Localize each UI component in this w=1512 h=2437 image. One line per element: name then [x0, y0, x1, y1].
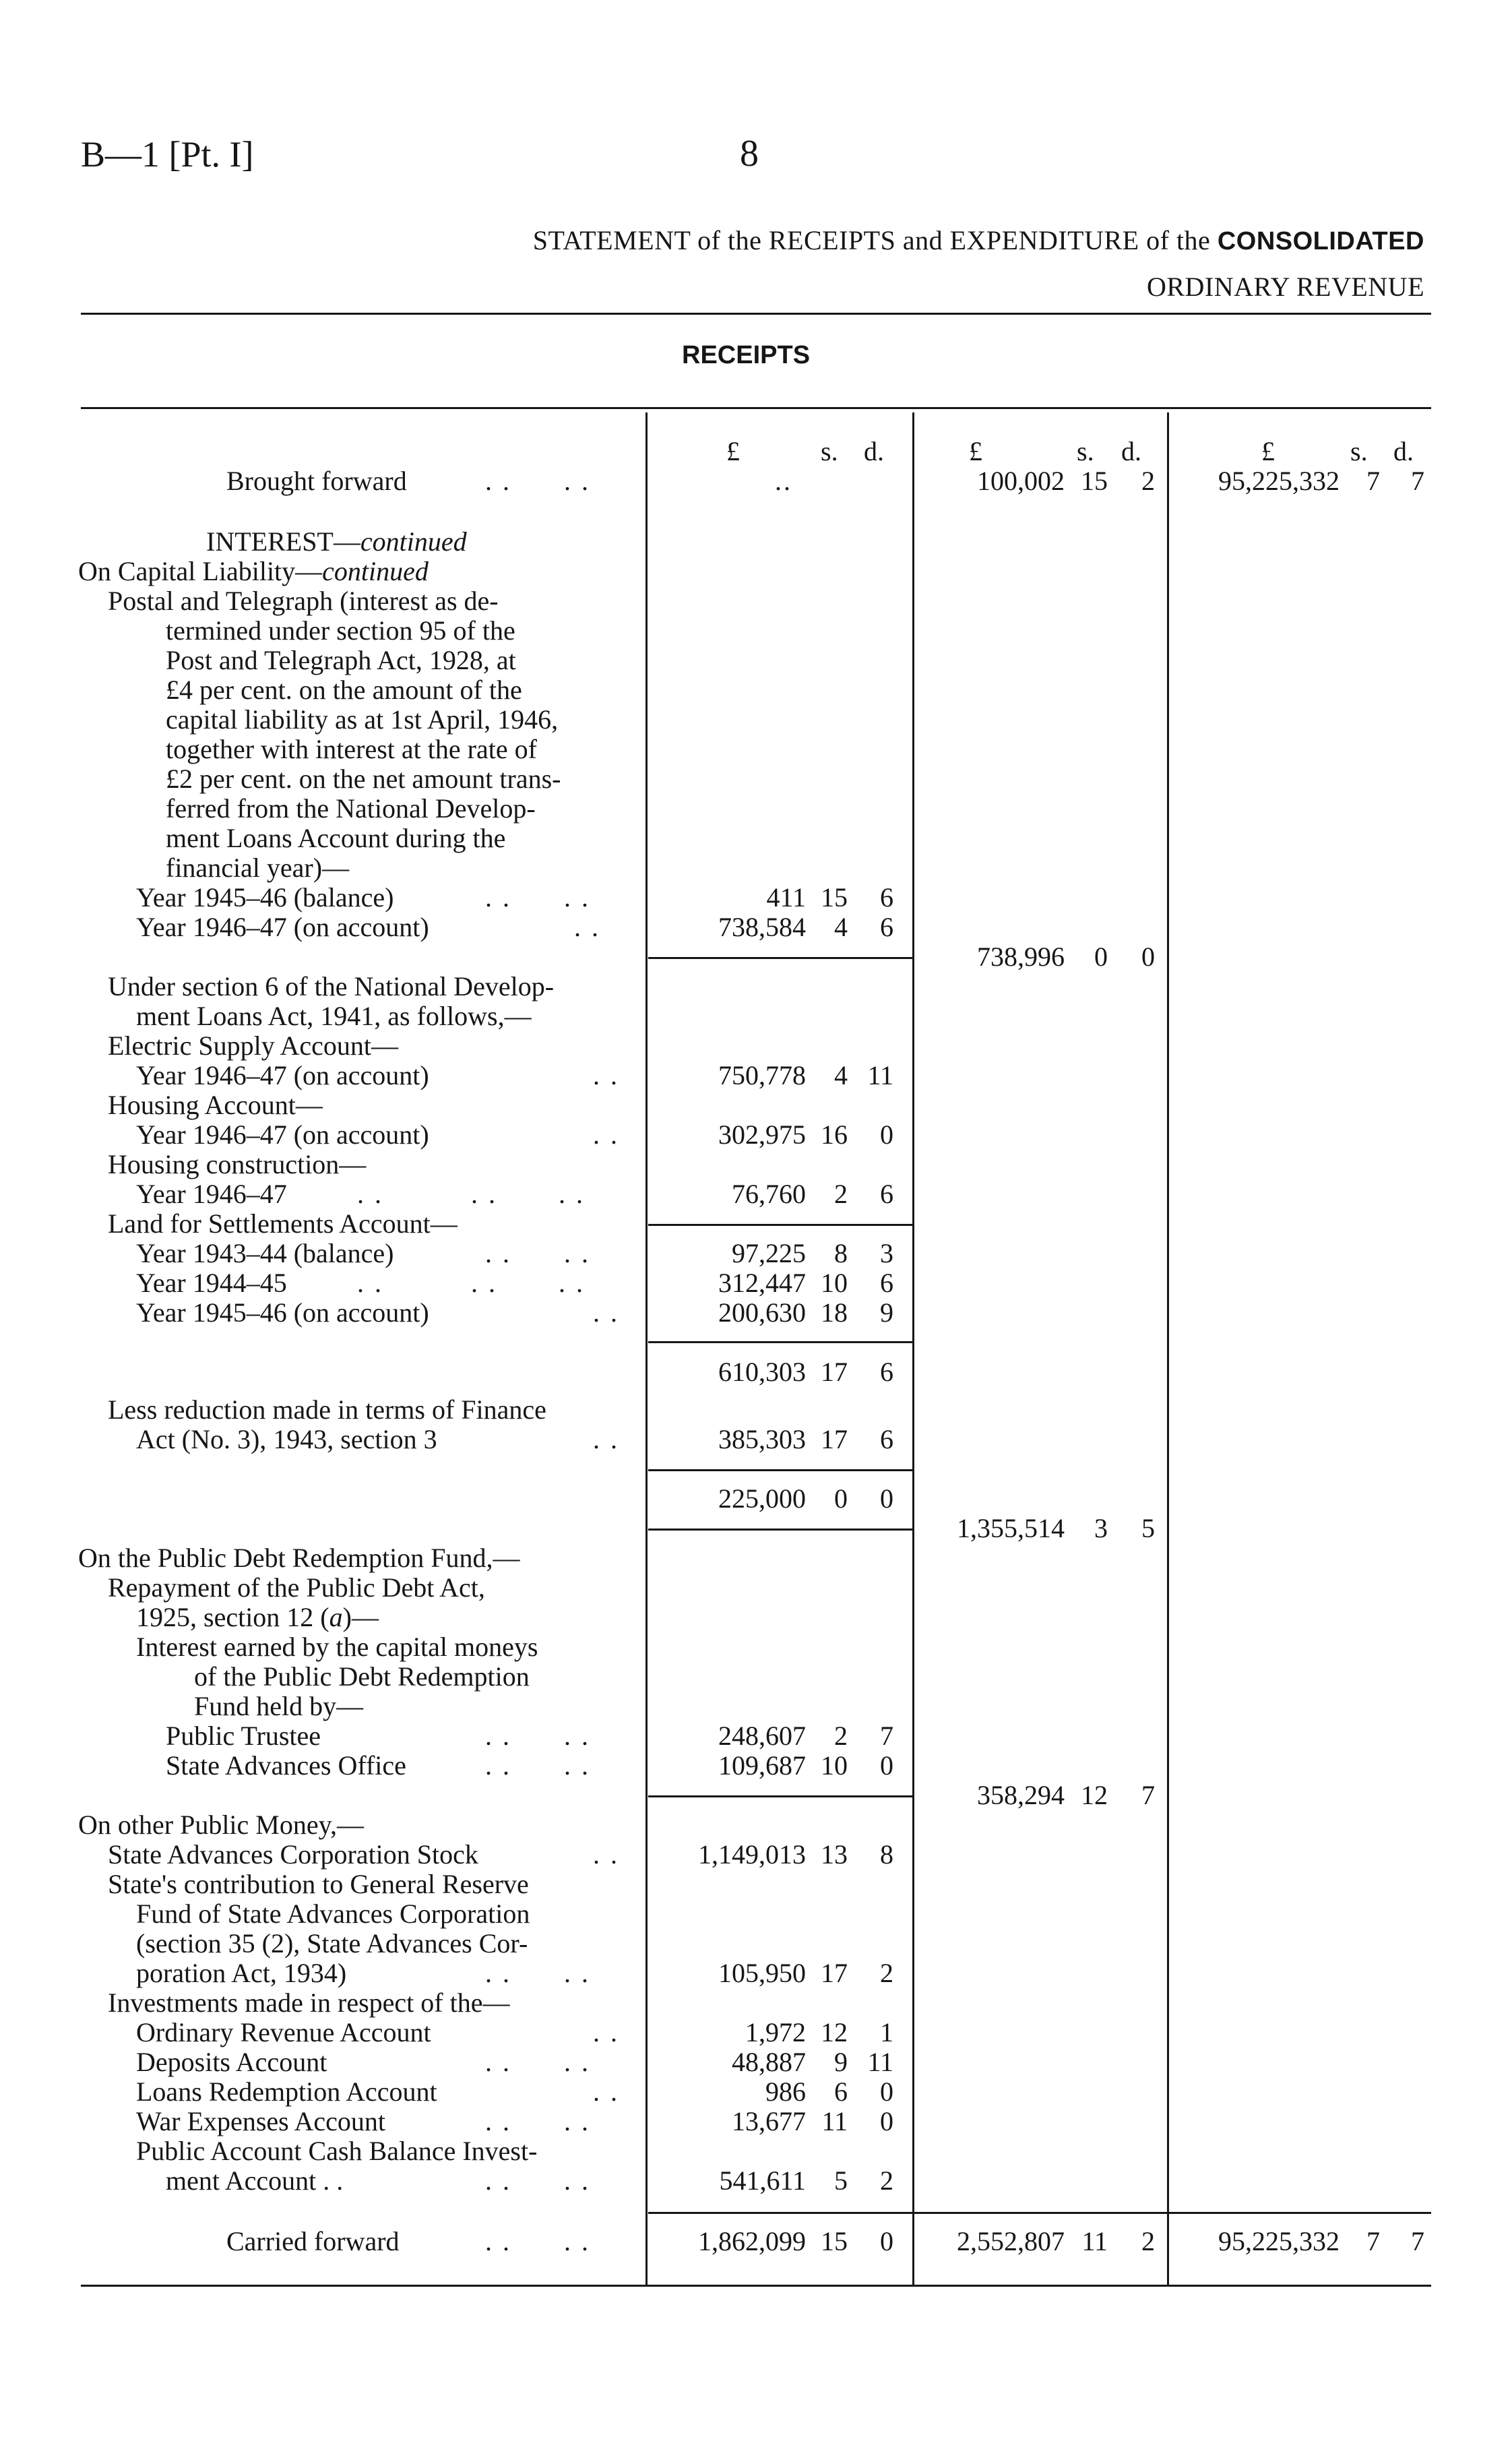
land-heading: Land for Settlements Account— — [108, 1208, 458, 1239]
land-year-1-pence: 3 — [880, 1238, 893, 1268]
ndl-sum-rule — [648, 1529, 912, 1531]
postal-year-1-pounds: 411 — [766, 882, 806, 913]
postal-year-1-label: Year 1945–46 (balance) — [136, 882, 394, 913]
postal-sum-rule — [648, 957, 912, 959]
col3-shilling-header: s. — [1350, 436, 1368, 466]
electric-heading: Electric Supply Account— — [108, 1030, 399, 1061]
investment-deposits-shillings: 9 — [834, 2047, 848, 2077]
land-net-pounds: 225,000 — [718, 1483, 806, 1514]
postal-year-2-pounds: 738,584 — [718, 912, 806, 942]
less-reduction-line-2: Act (No. 3), 1943, section 3 — [136, 1424, 437, 1454]
pdrf-total-pence: 7 — [1141, 1780, 1155, 1810]
leader-dots: . . . . — [485, 2226, 590, 2256]
land-year-2-shillings: 10 — [821, 1268, 848, 1298]
postal-total-pounds: 738,996 — [977, 942, 1065, 972]
column-divider-3 — [1167, 412, 1169, 2285]
brought-forward-col3-shillings: 7 — [1366, 466, 1380, 496]
investment-loans-shillings: 6 — [834, 2076, 848, 2107]
state-advances-office-shillings: 10 — [821, 1750, 848, 1781]
housing-pounds: 302,975 — [718, 1119, 806, 1150]
pdrf-line-5: Fund held by— — [194, 1691, 364, 1721]
public-trustee-pounds: 248,607 — [718, 1721, 806, 1751]
land-year-2-label: Year 1944–45 — [136, 1268, 287, 1298]
pdrf-heading: On the Public Debt Redemption Fund,— — [78, 1543, 520, 1573]
interest-heading-continued: continued — [360, 526, 467, 557]
housing-heading: Housing Account— — [108, 1090, 323, 1120]
investment-ordinary-label: Ordinary Revenue Account — [136, 2017, 431, 2047]
ndl-total-pounds: 1,355,514 — [957, 1513, 1065, 1543]
electric-pounds: 750,778 — [718, 1060, 806, 1090]
pdrf-total-pounds: 358,294 — [977, 1780, 1065, 1810]
postal-line-5: capital liability as at 1st April, 1946, — [166, 704, 559, 735]
housing-construction-shillings: 2 — [834, 1179, 848, 1209]
land-year-1-label: Year 1943–44 (balance) — [136, 1238, 394, 1268]
cash-balance-pounds: 541,611 — [719, 2165, 806, 2196]
postal-line-6: together with interest at the rate of — [166, 734, 537, 764]
stock-pence: 8 — [880, 1839, 893, 1870]
leader-dots: . . — [593, 1424, 619, 1454]
investment-war-pence: 0 — [880, 2106, 893, 2136]
contribution-line-4: poration Act, 1934) — [136, 1958, 347, 1988]
investment-loans-pounds: 986 — [765, 2076, 806, 2107]
postal-line-2: termined under section 95 of the — [166, 615, 515, 646]
interest-heading — [206, 527, 467, 557]
land-subtotal-rule — [648, 1341, 912, 1343]
capital-liability-continued: continued — [322, 556, 429, 586]
contribution-shillings: 17 — [821, 1958, 848, 1988]
carried-forward-col2-shillings: 11 — [1081, 2226, 1108, 2256]
less-reduction-shillings: 17 — [821, 1424, 848, 1454]
statement-title — [533, 224, 1424, 256]
land-subtotal-pounds: 610,303 — [718, 1357, 806, 1387]
land-rule — [648, 1224, 912, 1226]
land-year-3-pounds: 200,630 — [718, 1297, 806, 1328]
contribution-pence: 2 — [880, 1958, 893, 1988]
housing-construction-pounds: 76,760 — [732, 1179, 806, 1209]
housing-construction-year-label: Year 1946–47 — [136, 1179, 287, 1209]
carried-forward-col2-pence: 2 — [1141, 2226, 1155, 2256]
column-divider-2 — [912, 412, 914, 2285]
postal-year-2-shillings: 4 — [834, 912, 848, 942]
housing-year-label: Year 1946–47 (on account) — [136, 1119, 429, 1150]
investment-ordinary-pence: 1 — [880, 2017, 893, 2047]
leader-dots: . . . . — [485, 2106, 590, 2136]
col2-pence-header: d. — [1121, 436, 1141, 466]
investment-ordinary-shillings: 12 — [821, 2017, 848, 2047]
ndl-total-pence: 5 — [1141, 1513, 1155, 1543]
leader-dots: . . . . — [485, 1958, 590, 1988]
electric-year-label: Year 1946–47 (on account) — [136, 1060, 429, 1090]
land-year-1-shillings: 8 — [834, 1238, 848, 1268]
postal-line-1: Postal and Telegraph (interest as de- — [108, 586, 499, 616]
land-subtotal-pence: 6 — [880, 1357, 893, 1387]
brought-forward-col1: .. — [775, 466, 792, 496]
capital-liability-heading — [78, 557, 429, 586]
public-trustee-label: Public Trustee — [166, 1721, 321, 1751]
postal-year-1-pence: 6 — [880, 882, 893, 913]
investments-heading: Investments made in respect of the— — [108, 1987, 510, 2018]
leader-dots: . . . . — [485, 2047, 590, 2077]
stock-pounds: 1,149,013 — [698, 1839, 806, 1870]
carried-forward-col1-shillings: 15 — [821, 2226, 848, 2256]
investment-war-label: War Expenses Account — [136, 2106, 385, 2136]
leader-dots: . . — [593, 2017, 619, 2047]
less-reduction-pounds: 385,303 — [718, 1424, 806, 1454]
column-divider-1 — [645, 412, 648, 2285]
land-net-pence: 0 — [880, 1483, 893, 1514]
pdrf-sum-rule — [648, 1795, 912, 1797]
public-trustee-pence: 7 — [880, 1721, 893, 1751]
leader-dots: . . — [593, 1839, 619, 1870]
investment-war-pounds: 13,677 — [732, 2106, 806, 2136]
postal-line-7: £2 per cent. on the net amount trans- — [166, 764, 561, 794]
leader-dots: . . . . — [485, 2165, 590, 2196]
carried-forward-col1-pence: 0 — [880, 2226, 893, 2256]
leader-dots: . . . . — [485, 1750, 590, 1781]
section-heading: RECEIPTS — [682, 341, 811, 369]
investment-deposits-label: Deposits Account — [136, 2047, 327, 2077]
statement-subtitle: ORDINARY REVENUE — [1146, 272, 1424, 302]
state-advances-office-label: State Advances Office — [166, 1750, 406, 1781]
brought-forward-col2-pence: 2 — [1141, 466, 1155, 496]
housing-construction-heading: Housing construction— — [108, 1149, 367, 1179]
postal-total-pence: 0 — [1141, 942, 1155, 972]
land-subtotal-shillings: 17 — [821, 1357, 848, 1387]
col2-shilling-header: s. — [1077, 436, 1094, 466]
pdrf-line-4: of the Public Debt Redemption — [194, 1661, 530, 1692]
carried-forward-top-rule — [648, 2212, 1431, 2214]
page-number: 8 — [740, 133, 759, 175]
investment-deposits-pounds: 48,887 — [732, 2047, 806, 2077]
brought-forward-col2-shillings: 15 — [1081, 466, 1108, 496]
postal-line-3: Post and Telegraph Act, 1928, at — [166, 645, 516, 675]
postal-line-9: ment Loans Account during the — [166, 823, 506, 853]
land-year-3-label: Year 1945–46 (on account) — [136, 1297, 429, 1328]
statement-title-prefix: STATEMENT of the RECEIPTS and EXPENDITURE of the — [532, 225, 1211, 255]
cash-balance-line-2: ment Account . . — [166, 2165, 344, 2196]
investment-deposits-pence: 11 — [867, 2047, 893, 2077]
ndl-total-shillings: 3 — [1094, 1513, 1108, 1543]
ndl-intro-line-2: ment Loans Act, 1941, as follows,— — [136, 1001, 532, 1031]
contribution-line-3: (section 35 (2), State Advances Cor- — [136, 1928, 528, 1958]
land-net-shillings: 0 — [834, 1483, 848, 1514]
leader-dots: . . — [593, 2076, 619, 2107]
land-year-3-pence: 9 — [880, 1297, 893, 1328]
brought-forward-col2-pounds: 100,002 — [977, 466, 1065, 496]
pdrf-line-2: 1925, section 12 (a)— — [136, 1602, 379, 1632]
postal-line-8: ferred from the National Develop- — [166, 793, 536, 824]
investment-war-shillings: 11 — [821, 2106, 848, 2136]
pdrf-line-3: Interest earned by the capital moneys — [136, 1632, 538, 1662]
leader-dots: . . . . — [485, 1238, 590, 1268]
interest-heading-text: INTEREST— — [206, 526, 360, 557]
leader-dots: . . — [593, 1060, 619, 1090]
ndl-intro-line-1: Under section 6 of the National Develop- — [108, 971, 555, 1001]
postal-year-2-label: Year 1946–47 (on account) — [136, 912, 429, 942]
col3-pence-header: d. — [1393, 436, 1414, 466]
land-net-rule — [648, 1469, 912, 1471]
carried-forward-col3-pence: 7 — [1411, 2226, 1424, 2256]
pdrf-total-shillings: 12 — [1081, 1780, 1108, 1810]
housing-shillings: 16 — [821, 1119, 848, 1150]
other-heading: On other Public Money,— — [78, 1810, 365, 1840]
land-year-2-pence: 6 — [880, 1268, 893, 1298]
brought-forward-col3-pence: 7 — [1411, 466, 1424, 496]
table-top-rule — [81, 407, 1431, 409]
col1-pound-header: £ — [726, 436, 740, 466]
investment-loans-label: Loans Redemption Account — [136, 2076, 437, 2107]
land-year-3-shillings: 18 — [821, 1297, 848, 1328]
leader-dots: . . . . — [485, 466, 590, 496]
investment-ordinary-pounds: 1,972 — [745, 2017, 806, 2047]
contribution-line-2: Fund of State Advances Corporation — [136, 1899, 530, 1929]
stock-shillings: 13 — [821, 1839, 848, 1870]
carried-forward-label: Carried forward — [226, 2226, 400, 2256]
leader-dots: . . . . . . — [357, 1268, 585, 1298]
table-bottom-rule — [81, 2285, 1431, 2287]
leader-dots: . . — [574, 912, 600, 942]
postal-year-1-shillings: 15 — [821, 882, 848, 913]
leader-dots: . . . . — [485, 1721, 590, 1751]
col1-pence-header: d. — [864, 436, 884, 466]
document-reference: B—1 [Pt. I] — [81, 134, 254, 175]
electric-shillings: 4 — [834, 1060, 848, 1090]
title-rule — [81, 313, 1431, 315]
less-reduction-line-1: Less reduction made in terms of Finance — [108, 1394, 546, 1425]
carried-forward-col1-pounds: 1,862,099 — [698, 2226, 806, 2256]
contribution-line-1: State's contribution to General Reserve — [108, 1869, 529, 1899]
postal-total-shillings: 0 — [1094, 942, 1108, 972]
housing-construction-pence: 6 — [880, 1179, 893, 1209]
housing-pence: 0 — [880, 1119, 893, 1150]
pdrf-line-1: Repayment of the Public Debt Act, — [108, 1572, 485, 1603]
leader-dots: . . — [593, 1297, 619, 1328]
investment-loans-pence: 0 — [880, 2076, 893, 2107]
statement-title-bold: CONSOLIDATED — [1217, 227, 1424, 255]
carried-forward-col3-pounds: 95,225,332 — [1218, 2226, 1340, 2256]
stock-label: State Advances Corporation Stock — [108, 1839, 478, 1870]
carried-forward-col3-shillings: 7 — [1366, 2226, 1380, 2256]
col2-pound-header: £ — [969, 436, 982, 466]
less-reduction-pence: 6 — [880, 1424, 893, 1454]
postal-line-10: financial year)— — [166, 853, 350, 883]
cash-balance-shillings: 5 — [834, 2165, 848, 2196]
postal-line-4: £4 per cent. on the amount of the — [166, 675, 522, 705]
land-year-1-pounds: 97,225 — [732, 1238, 806, 1268]
state-advances-office-pounds: 109,687 — [718, 1750, 806, 1781]
leader-dots: . . — [593, 1119, 619, 1150]
land-year-2-pounds: 312,447 — [718, 1268, 806, 1298]
electric-pence: 11 — [867, 1060, 893, 1090]
cash-balance-line-1: Public Account Cash Balance Invest- — [136, 2136, 538, 2166]
col1-shilling-header: s. — [821, 436, 838, 466]
capital-liability-text: On Capital Liability— — [78, 556, 323, 586]
leader-dots: . . . . . . — [357, 1179, 585, 1209]
public-trustee-shillings: 2 — [834, 1721, 848, 1751]
contribution-pounds: 105,950 — [718, 1958, 806, 1988]
state-advances-office-pence: 0 — [880, 1750, 893, 1781]
carried-forward-col2-pounds: 2,552,807 — [957, 2226, 1065, 2256]
brought-forward-col3-pounds: 95,225,332 — [1218, 466, 1340, 496]
cash-balance-pence: 2 — [880, 2165, 893, 2196]
col3-pound-header: £ — [1261, 436, 1275, 466]
postal-year-2-pence: 6 — [880, 912, 893, 942]
leader-dots: . . . . — [485, 882, 590, 913]
brought-forward-label: Brought forward — [226, 466, 407, 496]
